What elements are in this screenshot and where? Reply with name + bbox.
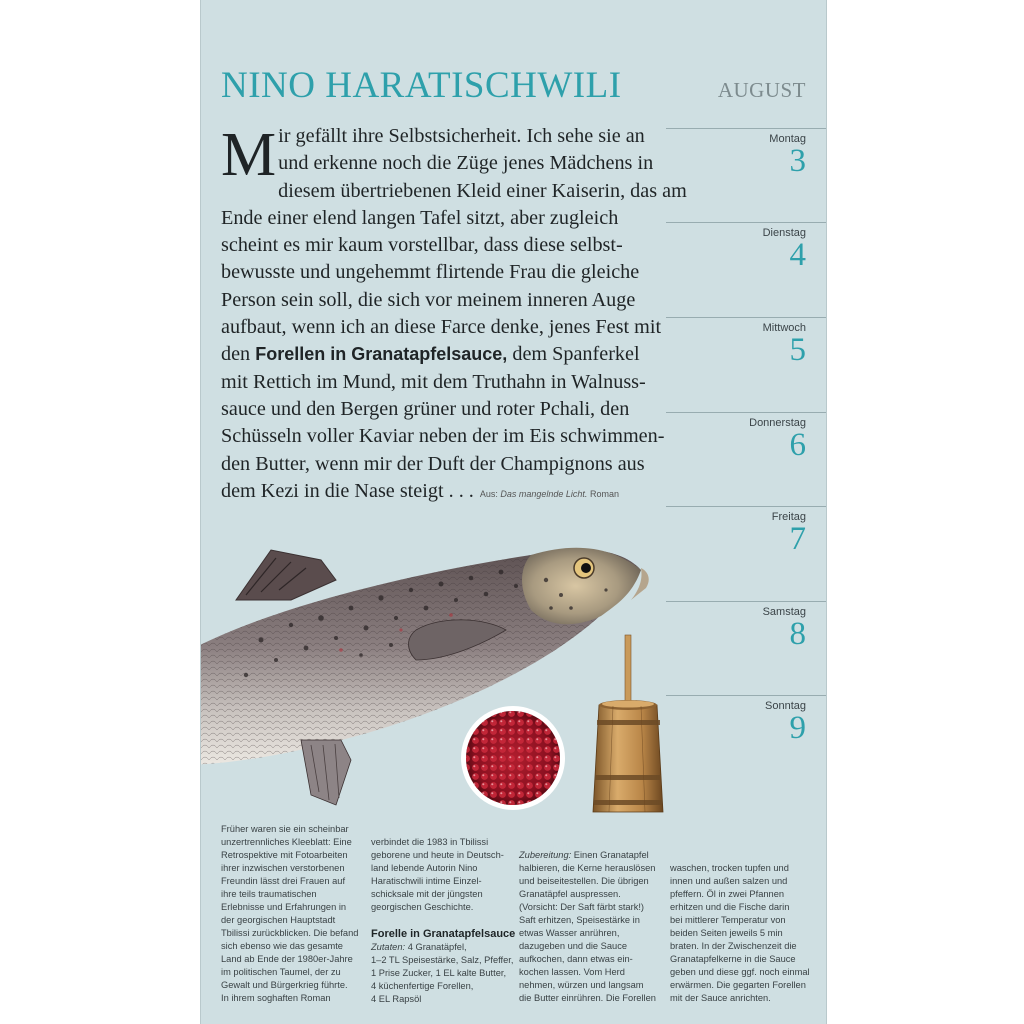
column-line: innen und außen salzen und — [670, 876, 788, 886]
quote-line: den Butter, wenn mir der Duft der Champignons aus — [221, 452, 645, 475]
column-line: Tbilissi zurückblicken. Die befand — [221, 928, 359, 938]
column-line: erwärmen. Die gegarten Forellen — [670, 980, 806, 990]
butter-churn — [593, 635, 663, 812]
quote-line: ir gefällt ihre Selbstsicherheit. Ich sehe sie an — [278, 125, 645, 147]
day-number: 3 — [789, 143, 806, 179]
ingredient-text: 4 Granatäpfel, — [405, 942, 467, 952]
day-number: 6 — [789, 427, 806, 463]
quote-line: scheint es mir kaum vorstellbar, dass diese selbst- — [221, 234, 623, 257]
day-name: Mittwoch — [762, 322, 806, 334]
quote-source — [480, 489, 619, 499]
column-line: ihre teils traumatischen — [221, 889, 317, 899]
column-line: dazugeben und die Sauce — [519, 941, 628, 951]
day-number: 7 — [789, 521, 806, 557]
ingredient-line: 1 Prise Zucker, 1 EL kalte Butter, — [371, 968, 507, 978]
column-line: Freundin lässt drei Frauen auf — [221, 876, 346, 886]
column-line: etwas Wasser anrühren, — [519, 928, 620, 938]
day-monday — [666, 128, 826, 223]
dish-highlight: Forellen in Granatapfelsauce, — [255, 344, 508, 365]
day-thursday — [666, 412, 826, 507]
quote-text: dem Kezi in die Nase steigt . . . — [221, 479, 474, 502]
recipe-title: Forelle in Granatapfelsauce — [371, 928, 516, 940]
column-line: (Vorsicht: Der Saft färbt stark!) — [519, 902, 645, 912]
quote-line: aufbaut, wenn ich an diese Farce denke, jenes Fest mit — [221, 316, 662, 339]
source-prefix: Aus: — [479, 488, 498, 499]
column-line: der georgischen Hauptstadt — [221, 915, 336, 925]
text-column-4 — [670, 862, 810, 1005]
column-line: geben und diese ggf. noch einmal — [670, 967, 810, 977]
day-name: Freitag — [771, 511, 806, 523]
column-line: geborene und heute in Deutsch- — [371, 850, 504, 860]
quote-text: dem Spanferkel — [507, 343, 640, 366]
day-wednesday — [666, 317, 826, 412]
column-line: verbindet die 1983 in Tbilissi — [371, 837, 489, 847]
literary-quote — [221, 121, 687, 508]
calendar-page — [200, 0, 827, 1024]
day-name: Dienstag — [762, 227, 806, 239]
quote-line: bewusste und ungehemmt flirtende Frau die gleiche — [221, 261, 640, 284]
column-line: georgischen Geschichte. — [371, 902, 474, 912]
ingredient-line: 4 EL Rapsöl — [371, 994, 422, 1004]
column-line: Früher waren sie ein scheinbar — [221, 824, 349, 834]
column-line: halbieren, die Kerne herauslösen — [519, 863, 656, 873]
column-line: In ihrem soghaften Roman — [221, 993, 331, 1003]
food-illustration — [201, 520, 826, 830]
day-name: Samstag — [762, 606, 806, 618]
day-number: 9 — [789, 710, 806, 746]
quote-line: Schüsseln voller Kaviar neben der im Eis schwimmen- — [221, 425, 665, 448]
preparation-label: Zubereitung: — [519, 850, 572, 860]
source-title: Das mangelnde Licht. — [500, 488, 588, 499]
column-line: waschen, trocken tupfen und — [670, 863, 789, 873]
column-line: nehmen, würzen und langsam — [519, 980, 644, 990]
column-line: kochen lassen. Vom Herd — [519, 967, 625, 977]
column-line: unzertrennliches Kleeblatt: Eine — [221, 837, 352, 847]
column-line: erhitzen und die Fische darin — [670, 902, 790, 912]
column-line: schicksale mit der jüngsten — [371, 889, 483, 899]
text-column-1 — [221, 823, 358, 1005]
quote-line: Person sein soll, die sich vor meinem inneren Auge — [221, 288, 636, 311]
column-line: Erlebnisse und Erfahrungen in — [221, 902, 347, 912]
column-line: Land ab Ende der 1980er-Jahre — [221, 954, 353, 964]
column-line: im politischen Taumel, der zu — [221, 967, 341, 977]
column-line: Granatäpfel auspressen. — [519, 889, 621, 899]
preparation-line — [519, 849, 656, 862]
month-label: AUGUST — [717, 78, 806, 102]
quote-last-line — [221, 478, 647, 508]
ingredient-line: 4 küchenfertige Forellen, — [371, 981, 474, 991]
day-number: 4 — [789, 237, 806, 273]
day-number: 8 — [789, 616, 806, 652]
day-name: Montag — [769, 133, 806, 145]
quote-line: mit Rettich im Mund, mit dem Truthahn in Walnuss- — [221, 370, 646, 393]
day-name: Sonntag — [765, 700, 806, 712]
column-line: land lebende Autorin Nino — [371, 863, 478, 873]
quote-line: und erkenne noch die Züge jenes Mädchens in — [278, 152, 654, 175]
column-line: und beiseitestellen. Die übrigen — [519, 876, 649, 886]
column-line: braten. In der Zwischenzeit die — [670, 941, 797, 951]
author-title: NINO HARATISCHWILI — [221, 65, 622, 106]
text-column-2 — [371, 836, 515, 1006]
day-name: Donnerstag — [749, 417, 806, 429]
quote-line: Ende einer elend langen Tafel sitzt, aber zugleich — [221, 206, 619, 229]
day-tuesday — [666, 222, 826, 317]
day-number: 5 — [789, 332, 806, 368]
quote-line-highlight — [221, 341, 647, 368]
column-line: Saft erhitzen, Speisestärke in — [519, 915, 640, 925]
column-line: aufkochen, dann etwas ein- — [519, 954, 633, 964]
column-line: Granatapfelkerne in die Sauce — [670, 954, 796, 964]
column-line: Gewalt und Bürgerkrieg führte. — [221, 980, 348, 990]
ingredient-line: 1–2 TL Speisestärke, Salz, Pfeffer, — [371, 955, 514, 965]
column-line: beiden Seiten jeweils 5 min — [670, 928, 783, 938]
pomegranate-bowl — [461, 706, 565, 810]
text-column-3 — [519, 849, 656, 1005]
ingredients-label: Zutaten: — [371, 942, 406, 952]
quote-line: sauce und den Bergen grüner und roter Pchali, den — [221, 397, 630, 420]
column-line: Retrospektive mit Fotoarbeiten — [221, 850, 348, 860]
column-line: bei mittlerer Temperatur von — [670, 915, 786, 925]
source-suffix: Roman — [589, 488, 619, 499]
quote-text: den — [221, 343, 256, 366]
ingredients-line — [371, 941, 515, 954]
column-line: Haratischwili intime Einzel- — [371, 876, 482, 886]
column-line: sich ebenso wie das gesamte — [221, 941, 343, 951]
column-line: pfeffern. Öl in zwei Pfannen — [670, 889, 785, 899]
column-line: mit der Sauce anrichten. — [670, 993, 771, 1003]
trout-fish — [201, 548, 649, 805]
column-line: ihrer inzwischen verstorbenen — [221, 863, 345, 873]
preparation-text: Einen Granatapfel — [571, 850, 649, 860]
quote-line: diesem übertriebenen Kleid einer Kaiserin, das am — [278, 179, 687, 202]
column-line: die Butter einrühren. Die Forellen — [519, 993, 656, 1003]
drop-cap: M — [221, 121, 277, 189]
